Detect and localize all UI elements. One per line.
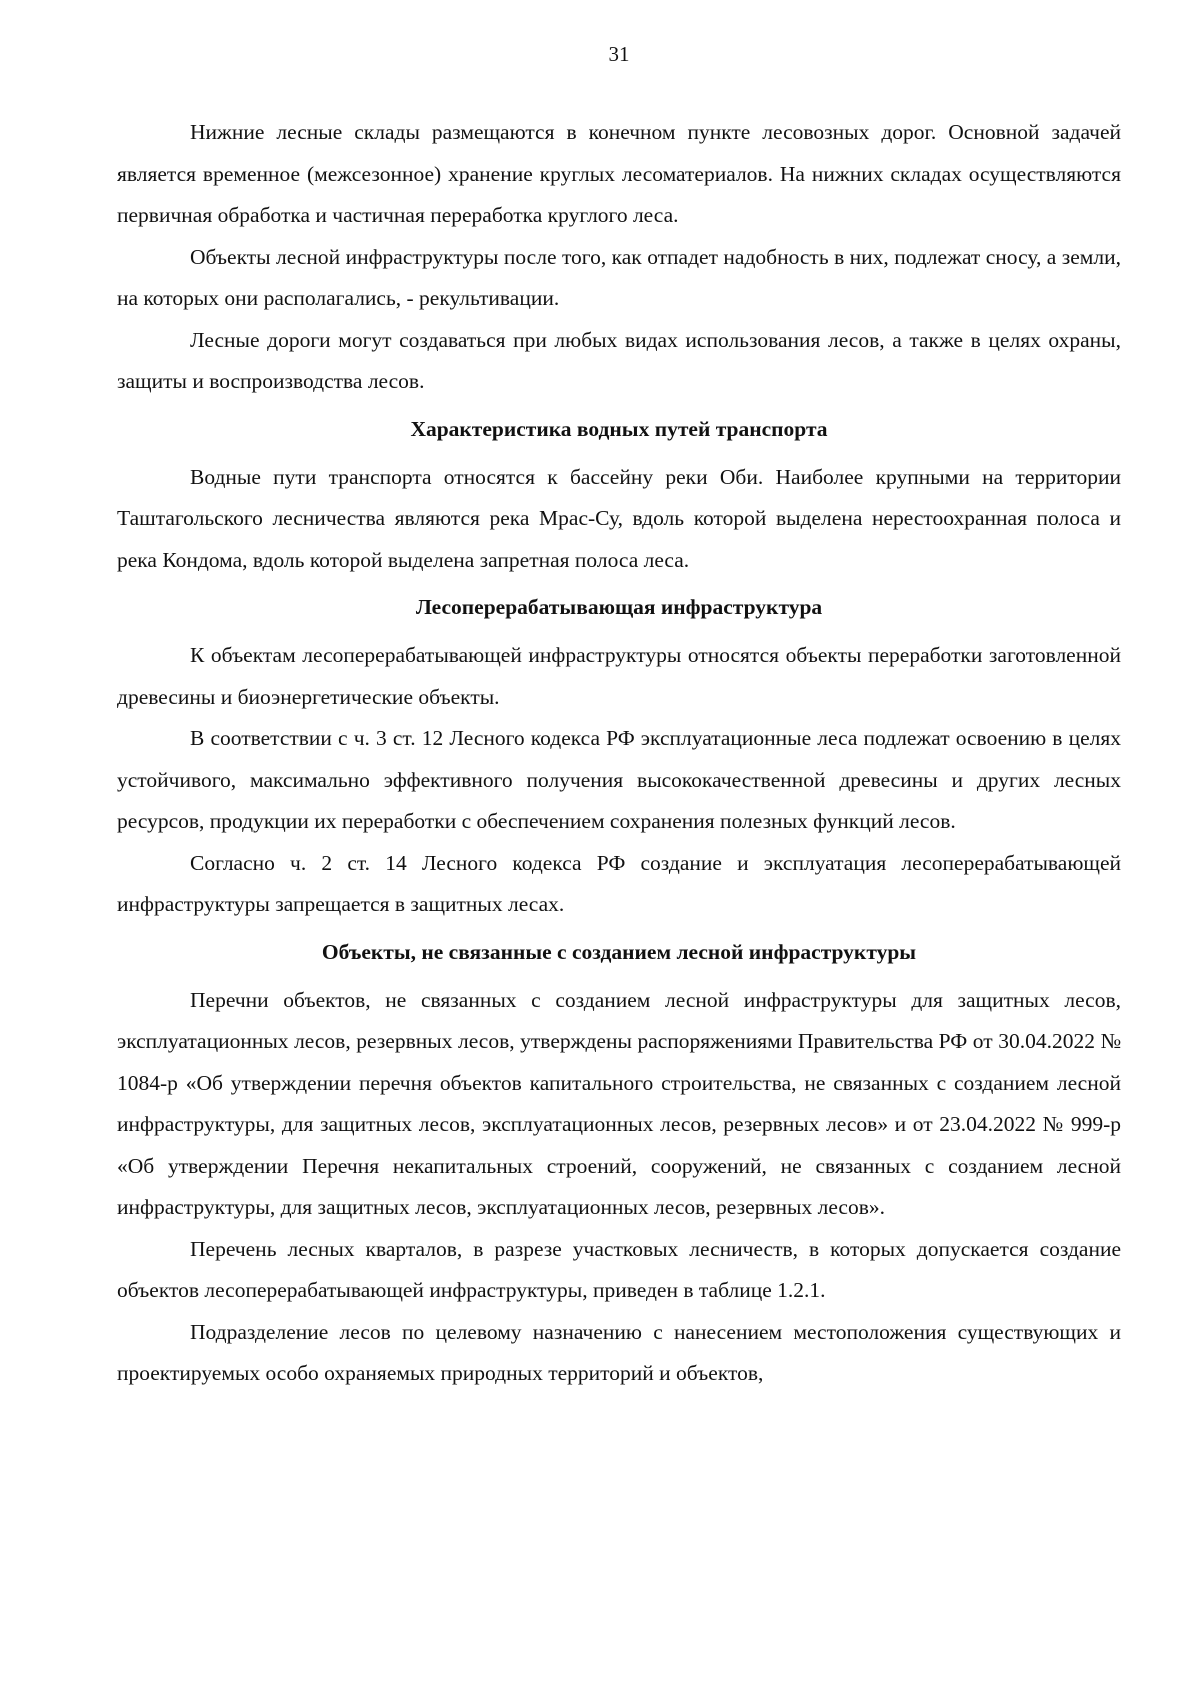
paragraph-processing-objects: К объектам лесоперерабатывающей инфраструктуры относятся объекты переработки заготовленной древесины и биоэнергетические объекты. bbox=[117, 643, 1121, 709]
paragraph-forest-subdivision: Подразделение лесов по целевому назначению с нанесением местоположения существующих и проектируемых особо охраняемых природных территорий и объектов, bbox=[117, 1319, 1121, 1385]
paragraph-waterways: Водные пути транспорта относятся к бассейну реки Оби. Наиболее крупными на территории Таштагольского лесничества являются река Мрас-Су, вдоль которой выделена нерестоохранная полоса и река Кондома, вдоль которой выделена запретная полоса леса. bbox=[117, 464, 1121, 572]
heading-unrelated-objects: Объекты, не связанные с созданием лесной инфраструктуры bbox=[321, 939, 917, 964]
paragraph-forest-code-article-12: В соответствии с ч. 3 ст. 12 Лесного кодекса РФ эксплуатационные леса подлежат освоению в целях устойчивого, максимально эффективного получения высококачественной древесины и других лесных ресурсов, продукции их переработки с обеспечением сохранения полезных функций лесов. bbox=[117, 726, 1121, 833]
paragraph-government-orders: Перечни объектов, не связанных с созданием лесной инфраструктуры для защитных лесов, эксплуатационных лесов, резервных лесов, утверждены распоряжениями Правительства РФ от 30.04.2022 № 1084-р «Об утверждении перечня объектов капитального строительства, не связанных с созданием лесной инфраструктуры, для защитных лесов, эксплуатационных лесов, резервных лесов» и от 23.04.2022 № 999-р «Об утверждении Перечня некапитальных строений, сооружений, не связанных с созданием лесной инфраструктуры, для защитных лесов, эксплуатационных лесов, резервных лесов». bbox=[117, 987, 1121, 1219]
paragraph-infrastructure-demolition: Объекты лесной инфраструктуры после того, как отпадет надобность в них, подлежат сносу, а земли, на которых они располагались, - рекультивации. bbox=[117, 244, 1121, 310]
paragraph-quarters-list: Перечень лесных кварталов, в разрезе участковых лесничеств, в которых допускается создание объектов лесоперерабатывающей инфраструктуры, приведен в таблице 1.2.1. bbox=[117, 1236, 1121, 1302]
heading-waterways: Характеристика водных путей транспорта bbox=[410, 416, 828, 441]
heading-processing-infrastructure: Лесоперерабатывающая инфраструктура bbox=[415, 595, 823, 619]
page-content bbox=[117, 112, 1121, 1395]
paragraph-lower-warehouses: Нижние лесные склады размещаются в конечном пункте лесовозных дорог. Основной задачей является временное (межсезонное) хранение круглых лесоматериалов. На нижних складах осуществляются первичная обработка и частичная переработка круглого леса. bbox=[117, 120, 1121, 227]
paragraph-forest-code-article-14: Согласно ч. 2 ст. 14 Лесного кодекса РФ создание и эксплуатация лесоперерабатывающей инфраструктуры запрещается в защитных лесах. bbox=[117, 850, 1121, 916]
paragraph-forest-roads: Лесные дороги могут создаваться при любых видах использования лесов, а также в целях охраны, защиты и воспроизводства лесов. bbox=[117, 327, 1121, 393]
page-number: 31 bbox=[608, 42, 630, 66]
